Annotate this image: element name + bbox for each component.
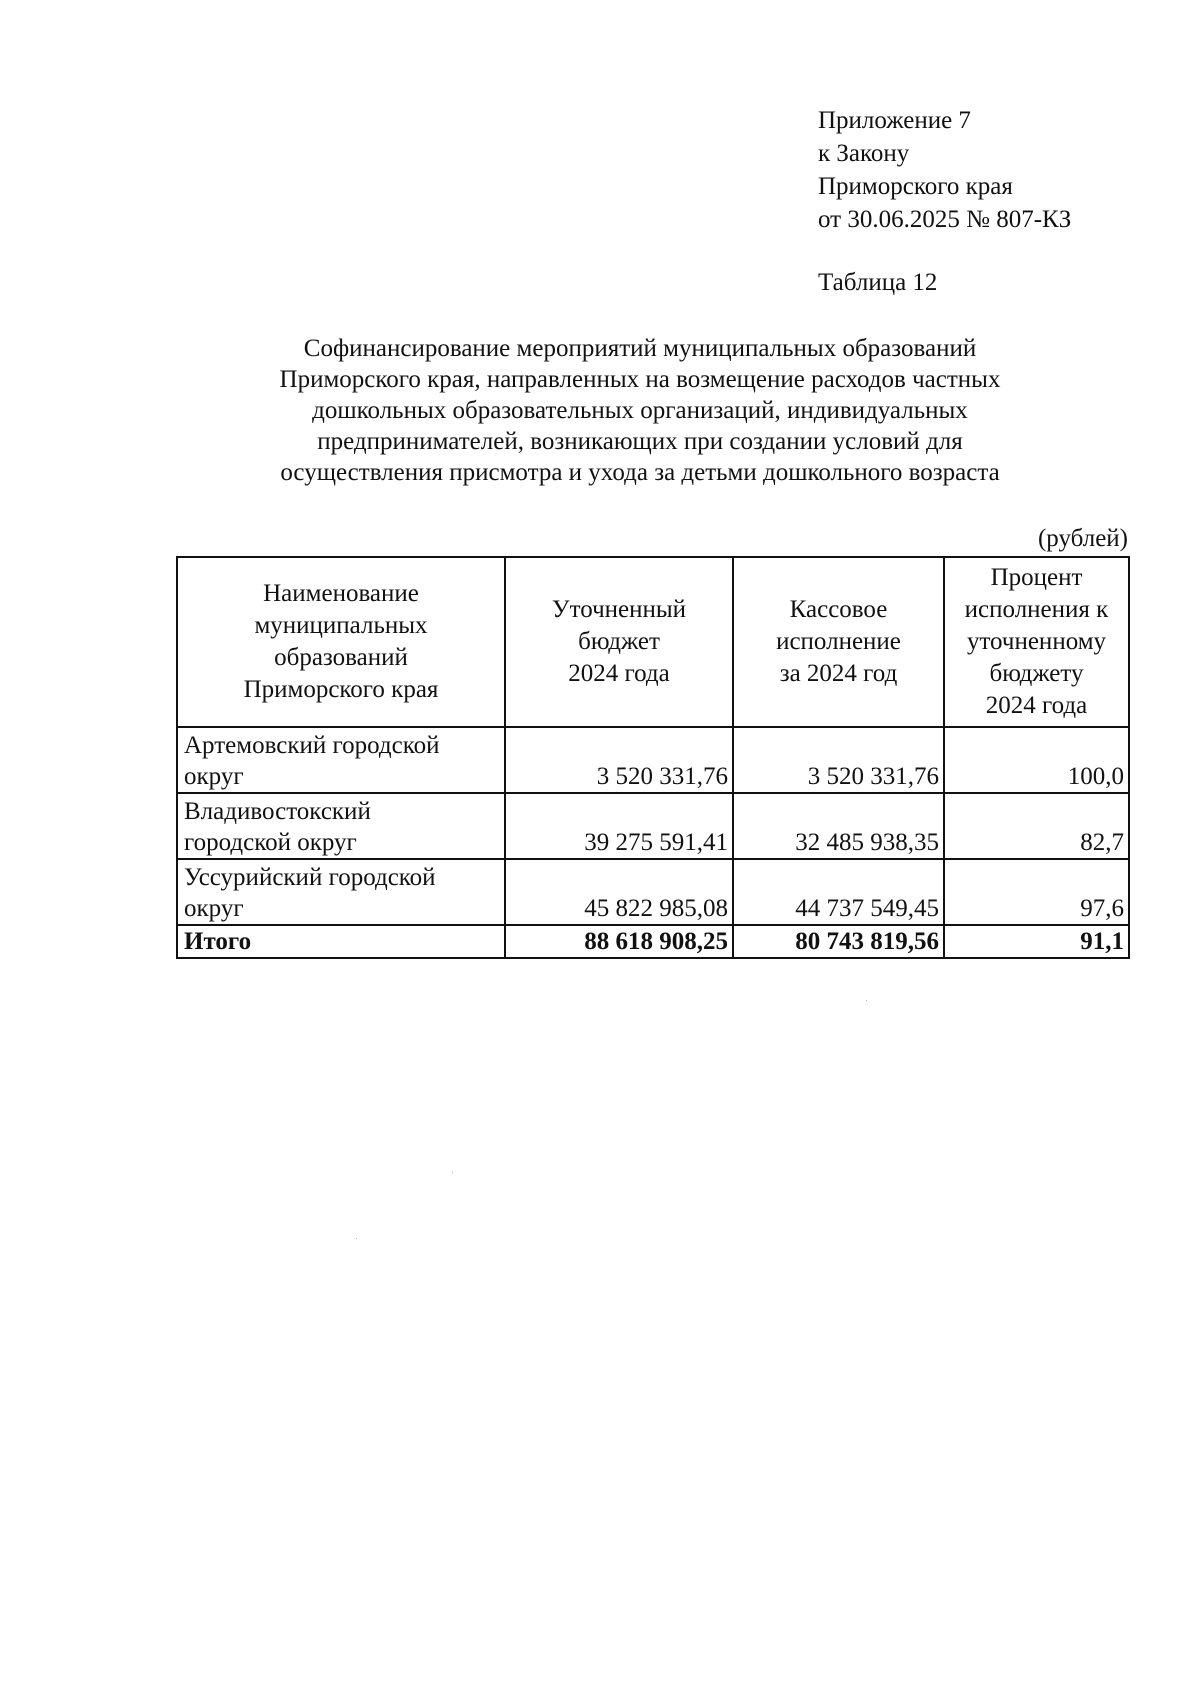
total-percent: 91,1	[944, 925, 1129, 958]
scan-speck	[866, 1000, 867, 1001]
header-budget: Уточненный бюджет 2024 года	[505, 557, 733, 727]
title-line: осуществления присмотра и ухода за детьми дошкольного возраста	[280, 459, 1000, 486]
total-label: Итого	[177, 925, 505, 958]
appendix-line: к Закону	[818, 140, 910, 167]
budget-table	[176, 556, 1130, 959]
scan-speck	[452, 1172, 453, 1173]
title-line: дошкольных образовательных организаций, индивидуальных	[312, 397, 968, 424]
appendix-line: Приморского края	[818, 173, 1013, 200]
budget-cell: 39 275 591,41	[505, 793, 733, 859]
appendix-block	[818, 104, 1071, 236]
table-row	[177, 727, 1129, 793]
appendix-line: Приложение 7	[818, 107, 971, 134]
percent-cell: 97,6	[944, 859, 1129, 925]
total-row	[177, 925, 1129, 958]
table-number: Таблица 12	[818, 269, 938, 296]
execution-cell: 44 737 549,45	[733, 859, 944, 925]
header-municipality: Наименование муниципальных образований Приморского края	[177, 557, 505, 727]
table-row	[177, 793, 1129, 859]
municipality-cell: Артемовский городской округ	[177, 727, 505, 793]
percent-cell: 100,0	[944, 727, 1129, 793]
title-line: Софинансирование мероприятий муниципальных образований	[303, 335, 977, 362]
total-budget: 88 618 908,25	[505, 925, 733, 958]
title-line: предпринимателей, возникающих при создании условий для	[317, 428, 963, 455]
execution-cell: 3 520 331,76	[733, 727, 944, 793]
appendix-line: от 30.06.2025 № 807-КЗ	[818, 206, 1072, 233]
municipality-cell: Уссурийский городской округ	[177, 859, 505, 925]
title-line: Приморского края, направленных на возмещение расходов частных	[279, 366, 1001, 393]
document-title	[200, 333, 1080, 488]
units-label: (рублей)	[1037, 525, 1128, 552]
table-row	[177, 859, 1129, 925]
budget-cell: 3 520 331,76	[505, 727, 733, 793]
municipality-cell: Владивостокский городской округ	[177, 793, 505, 859]
header-percent: Процент исполнения к уточненному бюджету 2024 года	[944, 557, 1129, 727]
header-execution: Кассовое исполнение за 2024 год	[733, 557, 944, 727]
header-row	[177, 557, 1129, 727]
percent-cell: 82,7	[944, 793, 1129, 859]
execution-cell: 32 485 938,35	[733, 793, 944, 859]
scan-speck	[356, 1238, 357, 1239]
budget-cell: 45 822 985,08	[505, 859, 733, 925]
total-execution: 80 743 819,56	[733, 925, 944, 958]
